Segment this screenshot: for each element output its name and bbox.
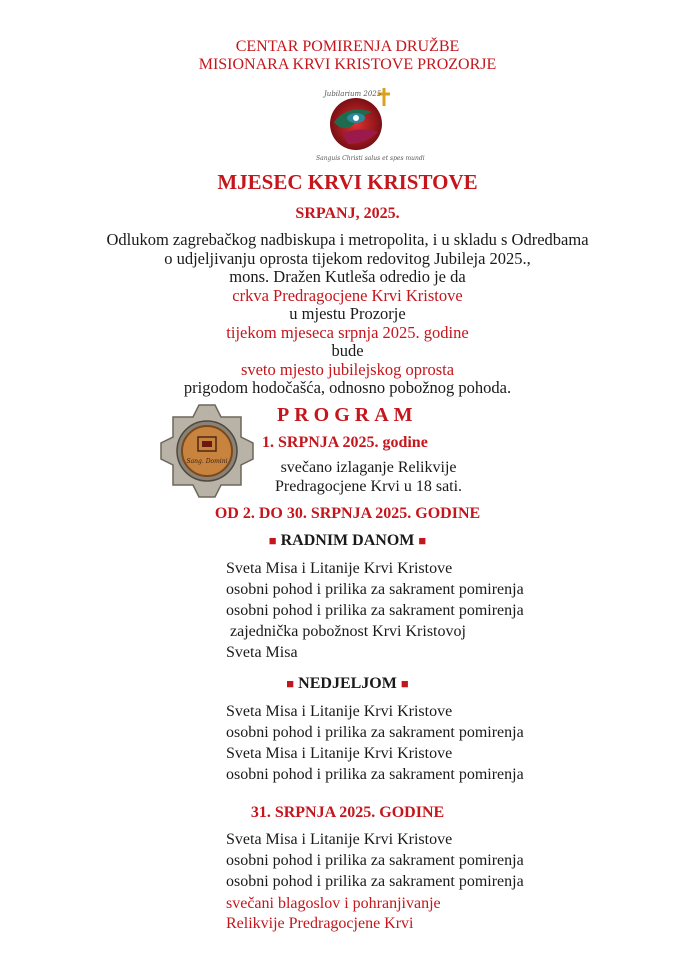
reliquary-text: Sang. Domini bbox=[186, 458, 228, 465]
schedule-continuation: Relikvije Predragocjene Krvi bbox=[226, 915, 414, 932]
square-bullet-icon: ■ bbox=[286, 676, 295, 691]
intro-line-highlight: sveto mjesto jubilejskog oprosta bbox=[240, 359, 455, 379]
schedule-activity: Sveta Misa i Litanije Krvi Kristove bbox=[226, 560, 453, 577]
first-day-description bbox=[275, 458, 462, 496]
sunday-heading bbox=[0, 675, 695, 693]
schedule-activity: osobni pohod i prilika za sakrament pomirenja bbox=[226, 766, 524, 783]
intro-line: bude bbox=[331, 341, 364, 360]
first-day-desc-line: Predragocjene Krvi u 18 sati. bbox=[275, 478, 463, 495]
last-day-heading: 31. SRPNJA 2025. GODINE bbox=[250, 804, 445, 821]
schedule-activity: osobni pohod i prilika za sakrament pomirenja bbox=[226, 602, 524, 619]
intro-line: mons. Dražen Kutleša odredio je da bbox=[229, 267, 466, 286]
intro-line: Odlukom zagrebačkog nadbiskupa i metropolita, i u skladu s Odredbama bbox=[106, 230, 589, 249]
date-range-heading: OD 2. DO 30. SRPNJA 2025. GODINE bbox=[214, 505, 481, 522]
month-subtitle: SRPANJ, 2025. bbox=[295, 205, 400, 222]
first-day-desc-line: svečano izlaganje Relikvije bbox=[280, 459, 457, 476]
schedule-activity: Sveta Misa i Litanije Krvi Kristove bbox=[226, 745, 453, 762]
schedule-activity: svečani blagoslov i pohranjivanje bbox=[226, 895, 441, 912]
square-bullet-icon: ■ bbox=[400, 676, 409, 691]
square-bullet-icon: ■ bbox=[268, 533, 277, 548]
schedule-activity: Sveta Misa bbox=[226, 644, 298, 661]
schedule-activity: zajednička pobožnost Krvi Kristovoj bbox=[226, 623, 466, 640]
intro-line: u mjestu Prozorje bbox=[289, 304, 406, 323]
intro-text bbox=[0, 231, 695, 398]
program-heading: PROGRAM bbox=[277, 404, 418, 426]
schedule-activity: osobni pohod i prilika za sakrament pomirenja bbox=[226, 852, 524, 869]
sunday-heading-label: NEDJELJOM bbox=[298, 675, 397, 692]
weekday-heading-label: RADNIM DANOM bbox=[280, 532, 415, 549]
weekday-heading bbox=[0, 532, 695, 550]
schedule-activity: osobni pohod i prilika za sakrament pomirenja bbox=[226, 724, 524, 741]
jubilee-logo bbox=[312, 82, 425, 164]
intro-line: prigodom hodočašća, odnosno pobožnog pohoda. bbox=[183, 378, 512, 397]
org-header bbox=[0, 38, 695, 74]
first-day-heading: 1. SRPNJA 2025. godine bbox=[262, 434, 428, 451]
schedule-activity: Sveta Misa i Litanije Krvi Kristove bbox=[226, 703, 453, 720]
page-title: MJESEC KRVI KRISTOVE bbox=[217, 170, 478, 194]
org-line-1: CENTAR POMIRENJA DRUŽBE bbox=[235, 38, 460, 55]
reliquary-image bbox=[155, 402, 259, 500]
logo-bottom-text: Sanguis Christi salus et spes mundi bbox=[316, 155, 425, 162]
intro-line-highlight: tijekom mjeseca srpnja 2025. godine bbox=[226, 322, 469, 342]
intro-line-highlight: crkva Predragocjene Krvi Kristove bbox=[232, 285, 463, 305]
schedule-activity: osobni pohod i prilika za sakrament pomirenja bbox=[226, 581, 524, 598]
org-line-2: MISIONARA KRVI KRISTOVE PROZORJE bbox=[198, 56, 497, 73]
logo-top-text: Jubilarium 2025 bbox=[324, 90, 382, 98]
intro-line: o udjeljivanju oprosta tijekom redovitog Jubileja 2025., bbox=[164, 248, 531, 268]
schedule-activity: osobni pohod i prilika za sakrament pomirenja bbox=[226, 873, 524, 890]
schedule-activity: Sveta Misa i Litanije Krvi Kristove bbox=[226, 831, 453, 848]
square-bullet-icon: ■ bbox=[418, 533, 427, 548]
